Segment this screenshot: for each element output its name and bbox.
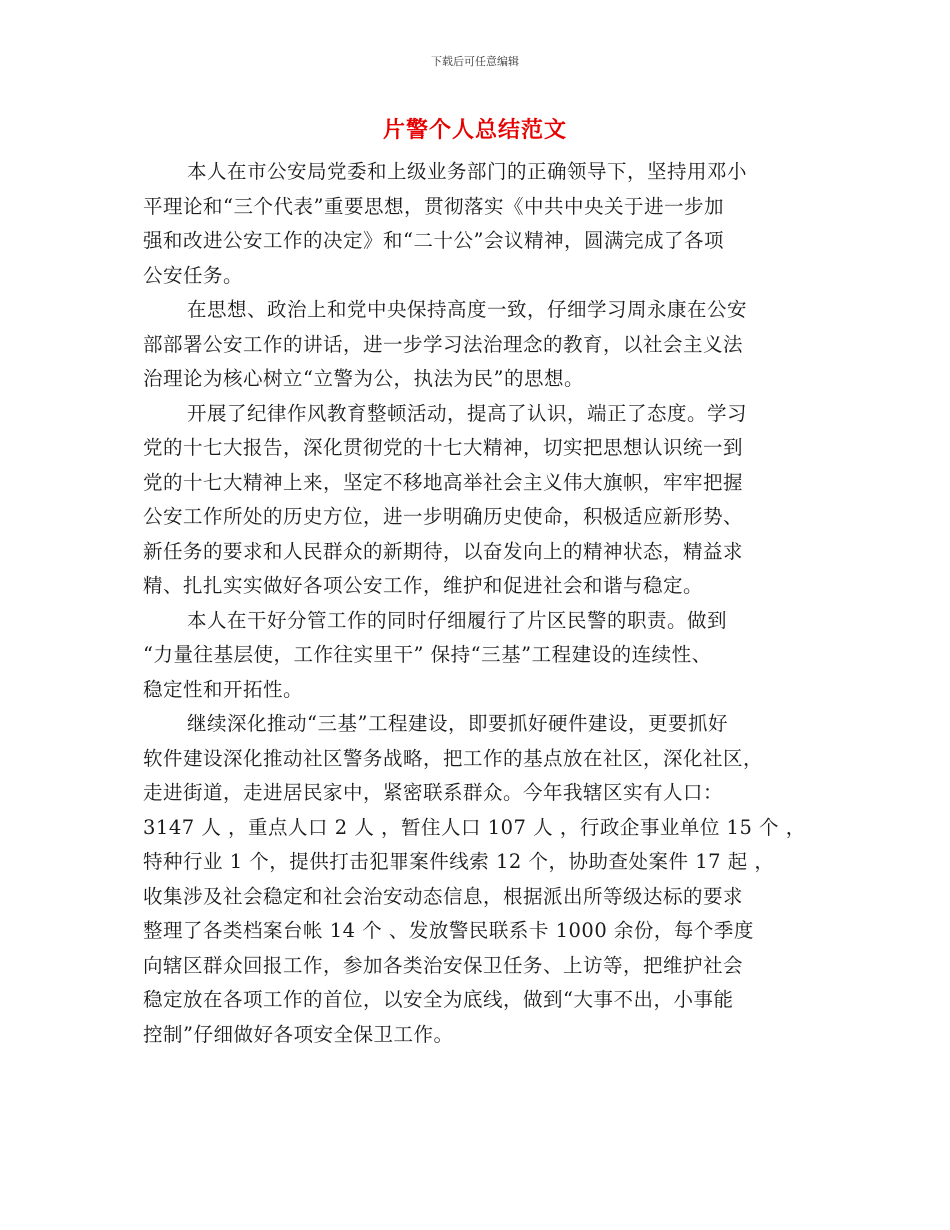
- text-line: 本人在干好分管工作的同时仔细履行了片区民警的职责。做到: [187, 608, 728, 632]
- paragraph-5: [143, 707, 808, 1052]
- text-line: 软件建设深化推动社区警务战略，把工作的基点放在社区，深化社区，: [143, 746, 764, 770]
- text-line: 治理论为核心树立“立警为公，执法为民”的思想。: [143, 367, 584, 390]
- text-line: 公安任务。: [143, 263, 244, 287]
- text-line: 3147 人 ，重点人口 2 人 ，暂住人口 107 人 ，行政企事业单位 15 个 ，: [143, 815, 806, 839]
- text-line: 党的十七大报告，深化贯彻党的十七大精神，切实把思想认识统一到: [143, 436, 744, 459]
- text-line: 特种行业 1 个，提供打击犯罪案件线索 12 个，协助查处案件 17 起 ，: [143, 850, 775, 873]
- document-title: 片警个人总结范文: [382, 117, 567, 143]
- text-line: 向辖区群众回报工作，参加各类治安保卫任务、上访等，把维护社会: [143, 953, 744, 977]
- text-line: 稳定放在各项工作的首位，以安全为底线，做到“大事不出，小事能: [143, 988, 734, 1011]
- paragraph-4: [143, 604, 808, 708]
- text-line: “力量往基层使，工作往实里干” 保持“三基”工程建设的连续性、: [143, 643, 712, 666]
- paragraph-1: [143, 155, 808, 293]
- text-line: 强和改进公安工作的决定》和“二十公”会议精神，圆满完成了各项: [143, 229, 724, 252]
- paragraph-3: [143, 397, 808, 604]
- header-note: 下载后可任意编辑: [431, 55, 519, 68]
- text-line: 控制”仔细做好各项安全保卫工作。: [143, 1022, 454, 1046]
- text-line: 在思想、政治上和党中央保持高度一致，仔细学习周永康在公安: [187, 298, 748, 321]
- paragraph-2: [143, 293, 808, 397]
- text-line: 开展了纪律作风教育整顿活动，提高了认识，端正了态度。学习: [187, 401, 748, 425]
- text-line: 部部署公安工作的讲话，进一步学习法治理念的教育，以社会主义法: [143, 332, 744, 356]
- text-line: 整理了各类档案台帐 14 个 、发放警民联系卡 1000 余份，每个季度: [143, 919, 754, 942]
- text-line: 本人在市公安局党委和上级业务部门的正确领导下，坚持用邓小: [187, 160, 748, 183]
- text-line: 党的十七大精神上来，坚定不移地高举社会主义伟大旗帜，牢牢把握: [143, 470, 744, 494]
- text-line: 平理论和“三个代表”重要思想，贯彻落实《中共中央关于进一步加: [143, 194, 724, 218]
- text-line: 公安工作所处的历史方位，进一步明确历史使命，积极适应新形势、: [143, 505, 744, 528]
- text-line: 继续深化推动“三基”工程建设，即要抓好硬件建设，更要抓好: [187, 712, 728, 735]
- text-line: 新任务的要求和人民群众的新期待，以奋发向上的精神状态，精益求: [143, 539, 744, 563]
- text-line: 收集涉及社会稳定和社会治安动态信息，根据派出所等级达标的要求: [143, 884, 744, 908]
- document-body: [143, 155, 808, 1052]
- text-line: 走进街道，走进居民家中，紧密联系群众。今年我辖区实有人口：: [143, 781, 724, 804]
- text-line: 稳定性和开拓性。: [143, 677, 304, 701]
- text-line: 精、扎扎实实做好各项公安工作，维护和促进社会和谐与稳定。: [143, 574, 704, 597]
